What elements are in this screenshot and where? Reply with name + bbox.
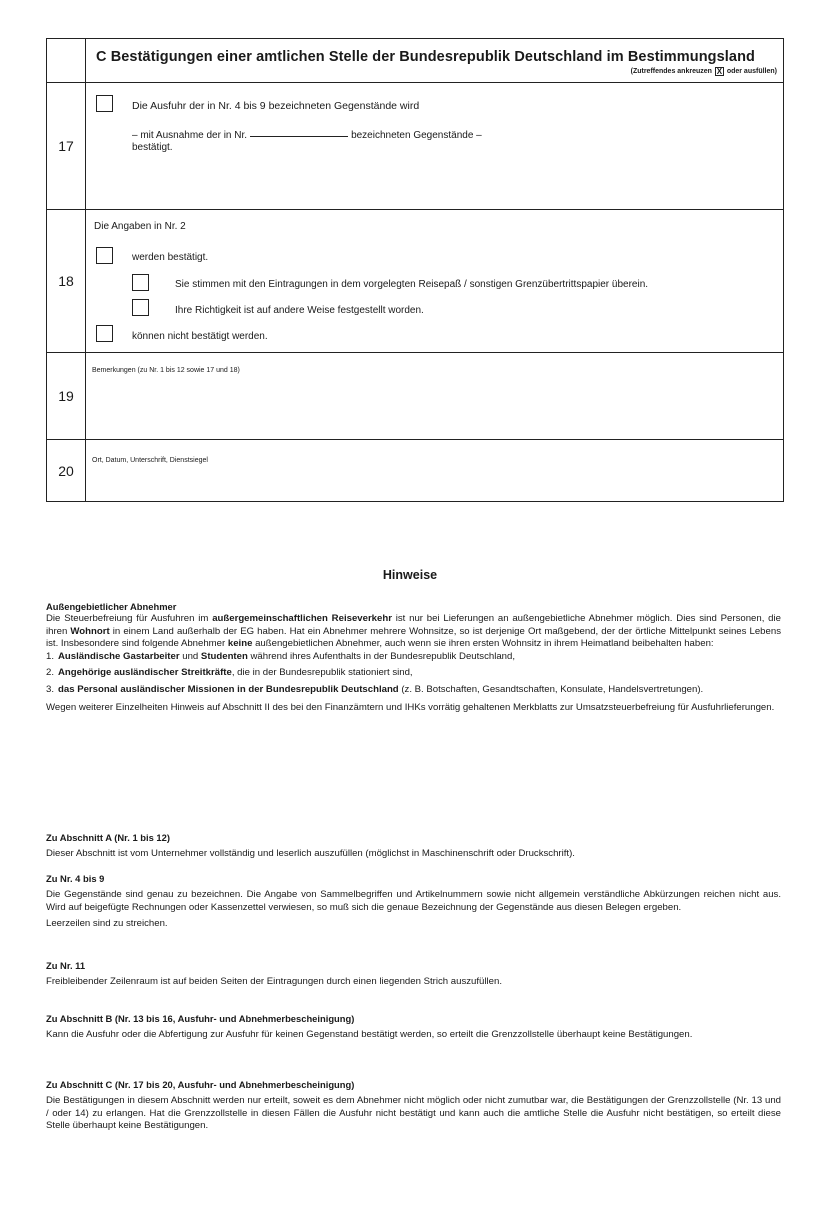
- section-title: C Bestätigungen einer amtlichen Stelle der Bundesrepublik Deutschland im Bestimmungsland: [96, 49, 756, 65]
- section-heading: Zu Nr. 11: [46, 960, 86, 971]
- row18-intro: Die Angaben in Nr. 2: [94, 221, 186, 232]
- row17-text: Die Ausfuhr der in Nr. 4 bis 9 bezeichneten Gegenstände wird: [132, 100, 420, 112]
- section-heading: Zu Abschnitt B (Nr. 13 bis 16, Ausfuhr- und Abnehmerbescheinigung): [46, 1013, 355, 1024]
- list-item: 1. Ausländische Gastarbeiter und Studenten während ihres Aufenthalts in der Bundesrepublik Deutschland,: [46, 651, 516, 663]
- row-number: 20: [47, 440, 86, 501]
- excluded-items-field[interactable]: [250, 136, 348, 137]
- section-text: Freibleibender Zeilenraum ist auf beiden Seiten der Eintragungen durch einen liegenden Strich auszufüllen.: [46, 976, 502, 988]
- section-text: Dieser Abschnitt ist vom Unternehmer vollständig und leserlich auszufüllen (möglichst in Maschinenschrift oder Druckschrift).: [46, 848, 575, 860]
- crossed-box-icon: X: [716, 67, 723, 76]
- row-number: 19: [47, 353, 86, 439]
- merkblatt-paragraph: Wegen weiterer Einzelheiten Hinweis auf Abschnitt II des bei den Finanzämtern und IHKs vorrätig gehaltenen Merkblatts zur Umsatzsteuerbefreiung für Ausfuhrlieferungen.: [46, 702, 775, 714]
- row-19: [47, 352, 783, 439]
- section-header-row: [47, 39, 783, 82]
- section-heading: Außengebietlicher Abnehmer: [46, 601, 177, 612]
- row17-exception-line: – mit Ausnahme der in Nr. bezeichneten Gegenstände –: [132, 130, 482, 141]
- remarks-field[interactable]: [86, 353, 783, 439]
- row-18: [47, 209, 783, 352]
- form-section-c: [46, 38, 784, 502]
- row-number: 18: [47, 210, 86, 352]
- section-instruction: (Zutreffendes ankreuzen X oder ausfüllen): [630, 67, 777, 76]
- hinweise-nr-11: [46, 960, 781, 989]
- row18-option-other: Ihre Richtigkeit ist auf andere Weise festgestellt worden.: [175, 305, 424, 316]
- row-number: 17: [47, 83, 86, 209]
- other-verification-checkbox[interactable]: [132, 299, 149, 316]
- data-confirmed-checkbox[interactable]: [96, 247, 113, 264]
- passport-match-checkbox[interactable]: [132, 274, 149, 291]
- hinweise-abschnitt-c: [46, 1079, 781, 1132]
- row-17: [47, 82, 783, 209]
- row-20: [47, 439, 783, 501]
- section-text: Kann die Ausfuhr oder die Abfertigung zur Ausfuhr für keinen Gegenstand bestätigt werden, so erteilt die Grenzzollstelle überhaupt keine Bestätigungen.: [46, 1029, 693, 1041]
- section-heading: Zu Nr. 4 bis 9: [46, 873, 105, 884]
- section-heading: Zu Abschnitt C (Nr. 17 bis 20, Ausfuhr- und Abnehmerbescheinigung): [46, 1079, 355, 1090]
- list-item: 3. das Personal ausländischer Missionen in der Bundesrepublik Deutschland (z. B. Botschaften, Gesandtschaften, Konsulate, Handelsvertretungen).: [46, 683, 704, 695]
- hinweise-nr-4-9: [46, 873, 781, 930]
- section-text: Die Gegenstände sind genau zu bezeichnen. Die Angabe von Sammelbegriffen und Artikelnummern sowie nicht allgemein verständliche Abkürzungen reichen nicht aus. Wird auf beigefügte Rechnungen oder Kassenzettel verwiesen, so muß sich die genaue Bezeichnung der Gegenstände aus diesen Belegen ergeben.: [46, 889, 781, 913]
- list-item: 2. Angehörige ausländischer Streitkräfte, die in der Bundesrepublik stationiert sind,: [46, 667, 413, 679]
- hinweise-abschnitt-b: [46, 1013, 781, 1042]
- signature-label: Ort, Datum, Unterschrift, Dienstsiegel: [92, 457, 208, 464]
- row18-option-confirmed: werden bestätigt.: [132, 252, 209, 263]
- hinweise-abschnitt-a: [46, 832, 781, 861]
- abnehmer-paragraph: Die Steuerbefreiung für Ausfuhren im außergemeinschaftlichen Reiseverkehr ist nur bei Lieferungen an außengebietliche Abnehmer möglich. Dies sind Personen, die ihren Wohnort in einem Land außerhalb der EG haben. Hat ein Abnehmer mehrere Wohnsitze, so ist derjenige Ort maßgebend, der der örtliche Mittelpunkt seines Lebens ist. Insbesondere sind folgende Abnehmer keine außengebietlichen Abnehmer, auch wenn sie ihren ersten Wohnsitz in ihrem Heimatland beibehalten haben:: [46, 613, 781, 649]
- not-confirmable-checkbox[interactable]: [96, 325, 113, 342]
- row18-option-passport: Sie stimmen mit den Eintragungen in dem vorgelegten Reisepaß / sonstigen Grenzübertrittspapier überein.: [175, 279, 649, 290]
- header-number-cell: [47, 39, 86, 82]
- row18-option-not-confirmed: können nicht bestätigt werden.: [132, 331, 268, 342]
- section-text: Die Bestätigungen in diesem Abschnitt werden nur erteilt, soweit es dem Abnehmer nicht möglich oder nicht zumutbar war, die Bestätigungen der Grenzzollstelle (Nr. 13 und / oder 14) zu erlangen. Hat die Grenzzollstelle in diesen Fällen die Ausfuhr nicht bestätigt und kann auch die amtliche Stelle die Ausfuhr nicht bestätigen, so erteilt diese Stelle überhaupt keine Bestätigungen.: [46, 1095, 781, 1131]
- row17-confirmed-text: bestätigt.: [132, 142, 173, 153]
- signature-field[interactable]: [86, 440, 783, 501]
- remarks-label: Bemerkungen (zu Nr. 1 bis 12 sowie 17 und 18): [92, 367, 240, 374]
- section-heading: Zu Abschnitt A (Nr. 1 bis 12): [46, 832, 170, 843]
- export-confirmed-checkbox[interactable]: [96, 95, 113, 112]
- section-text: Leerzeilen sind zu streichen.: [46, 917, 168, 929]
- hinweise-abnehmer: [46, 601, 781, 714]
- hinweise-title: Hinweise: [382, 568, 438, 582]
